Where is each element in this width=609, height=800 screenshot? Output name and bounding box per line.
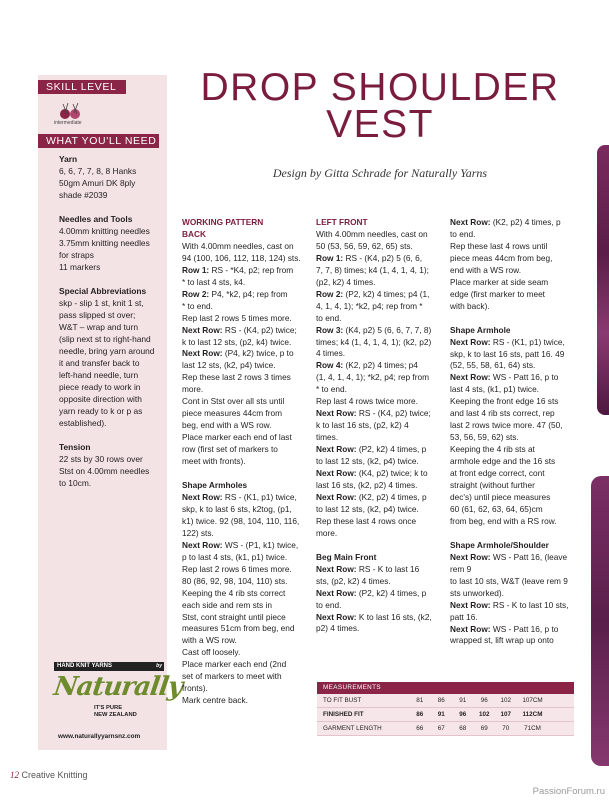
instruction-line: 4, 1, 4, 1); *k2, p4; rep from *: [316, 300, 423, 311]
instruction-line: Rep these last 2 rows 3 times: [182, 372, 291, 383]
garment-photo-edge: [591, 476, 609, 766]
instruction-line: sts, (p2, k2) 4 times.: [316, 575, 391, 586]
instruction-line: Next Row: (P2, k2) 4 times, p: [316, 587, 427, 598]
instruction-line: last 16 sts, (k2, p2) 4 times.: [316, 479, 418, 490]
page-title: DROP SHOULDER: [200, 66, 560, 109]
instruction-line: piece meas 44cm from beg,: [450, 252, 553, 263]
instruction-line: Next Row: WS - Patt 16, p to: [450, 372, 559, 383]
instruction-line: Next Row: (K2, p2) 4 times, p: [450, 217, 561, 227]
instruction-line: beg, end with a WS row.: [182, 420, 272, 431]
skill-level-label: intermediate: [54, 120, 82, 126]
instruction-line: meet with fronts).: [182, 456, 246, 467]
needles-line: 11 markers: [59, 262, 101, 272]
section-heading: WORKING PATTERN: [182, 217, 264, 227]
table-row: [317, 722, 574, 736]
instruction-line: times.: [316, 432, 339, 443]
abbr-line: pass slipped st over;: [59, 310, 136, 320]
instruction-line: last 12 sts, (k2, p4) twice.: [182, 360, 276, 371]
instruction-line: Next Row: RS - (K4, p2) twice;: [316, 408, 431, 419]
instruction-line: Next Row: K to last 16 sts, (k2,: [316, 611, 432, 622]
instruction-line: with a WS row.: [182, 635, 237, 646]
instruction-line: to last 12 sts, (k2, p4) twice.: [316, 456, 419, 467]
instruction-line: Place marker at side seam: [450, 276, 549, 287]
instruction-line: k to last 12 sts, (p2, k4) twice.: [182, 336, 292, 347]
instruction-line: to end.: [316, 312, 342, 323]
instruction-line: more.: [182, 384, 204, 395]
table-row: [317, 708, 574, 722]
table-cell: 66: [416, 725, 424, 732]
instruction-line: to end.: [316, 599, 342, 610]
table-cell: 71CM: [524, 725, 541, 732]
instruction-line: Cont in Stst over all sts until: [182, 396, 285, 407]
instruction-line: * to end.: [316, 384, 347, 395]
table-cell: 102: [478, 711, 490, 718]
instruction-line: skp, k to last 6 sts, k2tog, (p1,: [182, 503, 292, 514]
instruction-line: with back).: [450, 300, 490, 311]
instruction-line: Mark centre back.: [182, 695, 248, 706]
abbr-line: skp - slip 1 st, knit 1 st,: [59, 298, 144, 308]
garment-photo-edge: [597, 145, 609, 415]
brand-tagline: NEW ZEALAND: [94, 712, 137, 718]
table-cell: 68: [459, 725, 467, 732]
instruction-line: Row 2: P4, *k2, p4; rep from: [182, 288, 288, 299]
page-number: 12: [10, 770, 19, 780]
instruction-line: Row 4: (K2, p2) 4 times; p4: [316, 360, 418, 371]
tension-line: Stst on 4.00mm needles: [59, 466, 150, 476]
what-you-need-heading: WHAT YOU'LL NEED: [38, 134, 159, 148]
instruction-line: Row 2: (P2, k2) 4 times; p4 (1,: [316, 288, 430, 299]
instruction-line: k1) twice. 92 (98, 104, 110, 116,: [182, 515, 300, 526]
abbr-line: (slip next st to right-hand: [59, 334, 151, 344]
instruction-line: sts unworked).: [450, 587, 504, 598]
instruction-line: each side and rem sts in: [182, 599, 272, 610]
abbr-line: it and transfer back to: [59, 358, 140, 368]
abbr-line: needle, bring yarn around: [59, 346, 155, 356]
needles-line: 3.75mm knitting needles: [59, 238, 150, 248]
instruction-line: Next Row: RS - K to last 16: [316, 563, 420, 574]
instruction-line: Row 3: (K4, p2) 5 (6, 6, 7, 7, 8): [316, 324, 432, 335]
yarn-heading: Yarn: [59, 154, 78, 164]
instruction-line: row (first set of markers to: [182, 444, 278, 455]
abbr-line: established).: [59, 418, 107, 428]
instruction-line: edge (first marker to meet: [450, 288, 545, 299]
table-cell: 107CM: [522, 697, 543, 704]
section-heading: BACK: [182, 228, 206, 239]
instruction-line: piece measures 44cm from: [182, 408, 283, 419]
instruction-line: skp, k to last 16 sts, patt 16. 49: [450, 348, 565, 359]
instruction-line: 94 (100, 106, 112, 118, 124) sts.: [182, 252, 301, 263]
instruction-line: Rep these last 4 rows until: [450, 240, 548, 251]
instruction-line: 53, 56, 59, 62) sts.: [450, 432, 519, 443]
abbreviations-heading: Special Abbreviations: [59, 286, 147, 296]
table-cell: 70: [502, 725, 510, 732]
instruction-line: Next Row: RS - (K1, p1) twice,: [450, 336, 565, 347]
instruction-line: Place marker each end of last: [182, 432, 292, 443]
brand-logo-text: Naturally: [51, 672, 185, 702]
table-cell: 69: [480, 725, 488, 732]
instruction-line: last 4 sts, (k1, p1) twice.: [450, 384, 539, 395]
instruction-line: 7, 7, 8) times; k4 (1, 4, 1, 4, 1);: [316, 264, 429, 275]
subsection-heading: Shape Armhole/Shoulder: [450, 539, 549, 550]
table-cell: 81: [416, 697, 424, 704]
magazine-name: Creative Knitting: [21, 770, 88, 780]
instruction-line: times; k4 (1, 4, 1, 4, 1); (k2, p2): [316, 336, 432, 347]
instruction-line: Keeping the front edge 16 sts: [450, 396, 559, 407]
instruction-line: last 2 rows twice more. 47 (50,: [450, 420, 563, 431]
skill-level-heading: SKILL LEVEL: [38, 80, 126, 94]
brand-url[interactable]: www.naturallyyarnsnz.com: [58, 733, 141, 740]
table-cell: 91: [459, 697, 467, 704]
instruction-line: Cast off loosely.: [182, 647, 241, 658]
instruction-line: Row 1: RS - (K4, p2) 5 (6, 6,: [316, 252, 423, 263]
needles-heading: Needles and Tools: [59, 214, 133, 224]
subsection-heading: Beg Main Front: [316, 551, 377, 562]
instruction-line: at front edge correct, cont: [450, 468, 545, 479]
instruction-line: Rep these last 4 rows once: [316, 515, 417, 526]
instruction-line: Rep last 4 rows twice more.: [316, 396, 418, 407]
instruction-line: dec's) until piece measures: [450, 491, 551, 502]
instruction-line: With 4.00mm needles, cast on: [316, 228, 428, 239]
yarn-line: shade #2039: [59, 190, 108, 200]
abbr-line: W&T – wrap and turn: [59, 322, 138, 332]
abbr-line: yarn ready to k or p as: [59, 406, 143, 416]
instruction-line: Keeping the 4 rib sts correct: [182, 587, 286, 598]
instruction-line: (1, 4, 1, 4, 1); *k2, p4; rep from: [316, 372, 429, 383]
instruction-line: end with a WS row.: [450, 264, 522, 275]
instruction-line: Next Row: WS - Patt 16, (leave rem 9: [450, 551, 568, 574]
abbr-line: piece ready to work in: [59, 382, 141, 392]
measurements-table: [317, 682, 574, 736]
subsection-heading: Shape Armholes: [182, 480, 248, 491]
row-label: GARMENT LENGTH: [323, 725, 382, 732]
instruction-line: fronts).: [182, 683, 208, 694]
table-row: [317, 694, 574, 708]
instruction-line: k to last 16 sts, (p2, k2) 4: [316, 420, 409, 431]
instruction-line: 60 (61, 62, 63, 64, 65)cm: [450, 503, 543, 514]
instruction-line: Rep last 2 rows 6 times more.: [182, 563, 292, 574]
instruction-line: Rep last 2 rows 5 times more.: [182, 312, 292, 323]
instruction-line: and last 4 rib sts correct, rep: [450, 408, 555, 419]
instruction-line: 4 times.: [316, 348, 346, 359]
instruction-line: * to last 4 sts, k4.: [182, 276, 246, 287]
table-cell: 91: [437, 711, 445, 718]
row-label: FINISHED FIT: [323, 711, 364, 718]
instruction-line: 80 (86, 92, 98, 104, 110) sts.: [182, 575, 288, 586]
brand-bar: HAND KNIT YARNS by: [54, 662, 164, 671]
instruction-line: Next Row: (K4, p2) twice; k to: [316, 468, 428, 479]
needles-line: for straps: [59, 250, 94, 260]
yarn-line: 6, 6, 7, 7, 8, 8 Hanks: [59, 166, 137, 176]
instruction-line: (52, 55, 58, 61, 64) sts.: [450, 360, 536, 371]
table-cell: 96: [480, 697, 488, 704]
row-label: TO FIT BUST: [323, 697, 362, 704]
needles-line: 4.00mm knitting needles: [59, 226, 150, 236]
instruction-line: to last 10 sts, W&T (leave rem 9: [450, 575, 568, 586]
instruction-line: wrapped st, lift wrap up onto: [450, 635, 554, 646]
brand-tagline: IT'S PURE: [94, 705, 123, 711]
requirements-list: [59, 153, 165, 489]
instruction-line: Next Row: (P2, k2) 4 times, p: [316, 444, 427, 455]
instruction-line: p to last 4 sts, (k1, p1) twice.: [182, 551, 288, 562]
instruction-line: p2) 4 times.: [316, 623, 360, 634]
naturally-brand-logo: [51, 662, 185, 742]
instruction-line: patt 16.: [450, 611, 478, 622]
subsection-heading: Shape Armhole: [450, 324, 511, 335]
page-title: VEST: [326, 103, 434, 146]
design-credit: Design by Gitta Schrade for Naturally Yarns: [272, 166, 488, 180]
instruction-line: Next Row: RS - (K1, p1) twice,: [182, 491, 297, 502]
watermark: PassionForum.ru: [532, 786, 605, 797]
instruction-line: 122) sts.: [182, 527, 214, 538]
instruction-line: Next Row: RS - K to last 10 sts,: [450, 599, 569, 610]
tension-heading: Tension: [59, 442, 91, 452]
pattern-column-left-front: [316, 217, 438, 635]
abbr-line: left-hand needle, turn: [59, 370, 139, 380]
page-footer: [10, 770, 88, 780]
instruction-line: 50 (53, 56, 59, 62, 65) sts.: [316, 240, 413, 251]
instruction-line: more.: [316, 527, 338, 538]
instruction-line: (p2, k2) 4 times.: [316, 276, 376, 287]
instruction-line: Next Row: WS - (P1, k1) twice,: [182, 539, 299, 550]
instruction-line: set of markers to meet with: [182, 671, 282, 682]
tension-line: 22 sts by 30 rows over: [59, 454, 143, 464]
abbr-line: opposite direction with: [59, 394, 142, 404]
table-cell: 102: [500, 697, 511, 704]
instruction-line: Keeping the 4 rib sts at: [450, 444, 535, 455]
instruction-line: measures 51cm from beg, end: [182, 623, 295, 634]
instruction-line: Place marker each end (2nd: [182, 659, 287, 670]
yarn-ball-icon: [58, 101, 82, 121]
instruction-line: Next Row: RS - (K4, p2) twice;: [182, 324, 297, 335]
instruction-line: * to end.: [182, 300, 213, 311]
table-cell: 67: [437, 725, 445, 732]
instruction-line: Next Row: WS - Patt 16, p to: [450, 623, 559, 634]
table-cell: 112CM: [522, 711, 543, 718]
table-cell: 107: [500, 711, 511, 718]
instruction-line: Row 1: RS - *K4, p2; rep from: [182, 264, 294, 275]
yarn-line: 50gm Amuri DK 8ply: [59, 178, 136, 188]
table-cell: 96: [459, 711, 467, 718]
instruction-line: to end.: [450, 228, 476, 239]
pattern-column-back: [182, 217, 304, 707]
instruction-line: Next Row: (K2, p2) 4 times, p: [316, 491, 427, 502]
section-heading: LEFT FRONT: [316, 217, 368, 227]
instruction-line: Next Row: (P4, k2) twice, p to: [182, 348, 294, 359]
tension-line: to 10cm.: [59, 478, 92, 488]
measurements-heading: MEASUREMENTS: [317, 682, 574, 694]
instruction-line: Stst, cont straight until piece: [182, 611, 286, 622]
instruction-line: armhole edge and the 16 sts: [450, 456, 556, 467]
instruction-line: to last 12 sts, (k2, p4) twice.: [316, 503, 419, 514]
instruction-line: With 4.00mm needles, cast on: [182, 240, 294, 251]
table-cell: 86: [437, 697, 445, 704]
pattern-column-armhole: [450, 217, 575, 647]
instruction-line: from beg, end with a RS row.: [450, 515, 557, 526]
table-cell: 86: [416, 711, 424, 718]
instruction-line: straight (without further: [450, 480, 535, 491]
